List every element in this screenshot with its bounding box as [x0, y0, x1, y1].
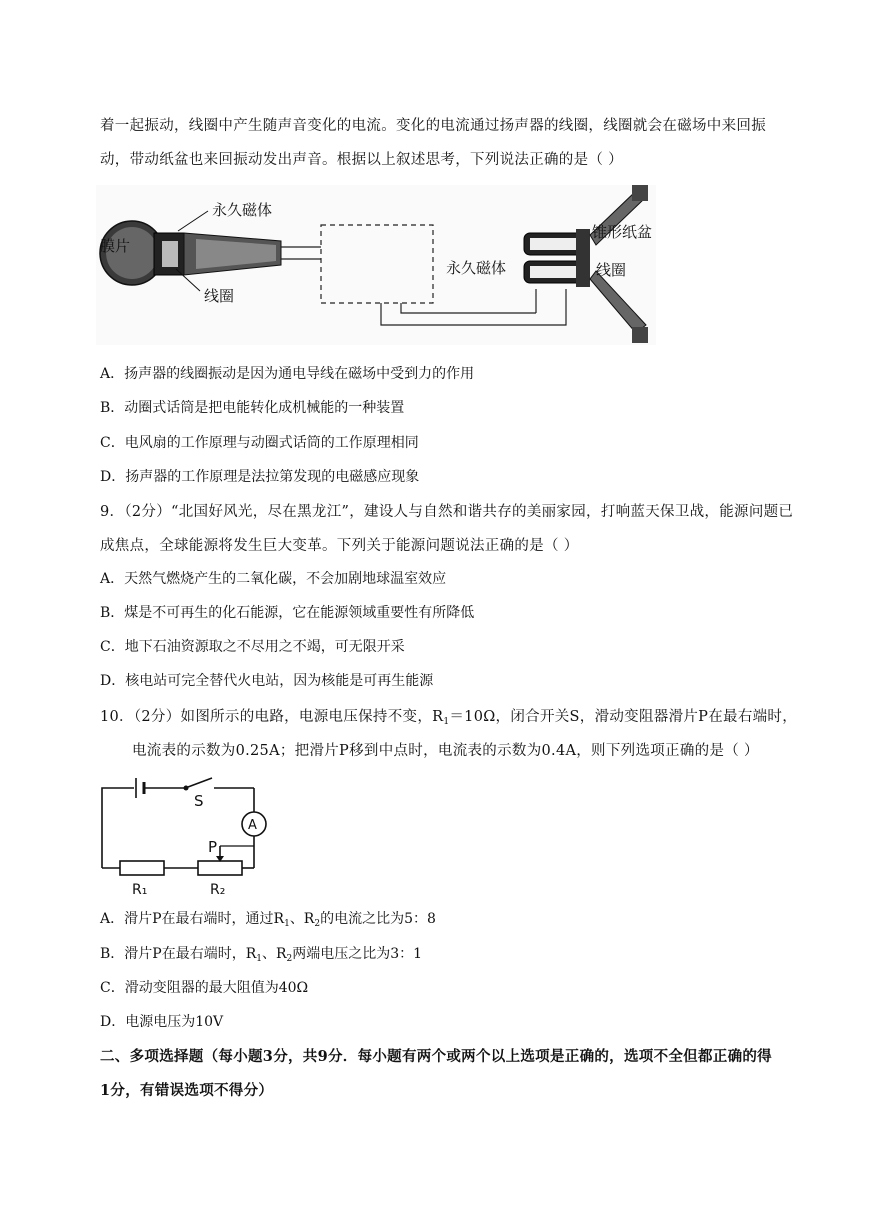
- label-magnet-right: 永久磁体: [446, 259, 507, 277]
- q8-text-line2: 动，带动纸盆也来回振动发出声音。根据以上叙述思考，下列说法正确的是（ ）: [100, 152, 623, 168]
- r1-label: R₁: [132, 882, 148, 898]
- q10-option-a-sub1: 1: [284, 919, 290, 929]
- q9-option-c: C．地下石油资源取之不尽用之不竭，可无限开采: [100, 639, 405, 655]
- q8-option-d: D．扬声器的工作原理是法拉第发现的电磁感应现象: [100, 469, 420, 485]
- q9-option-b: B．煤是不可再生的化石能源，它在能源领域重要性有所降低: [100, 605, 475, 621]
- section2-heading-line1: 二、多项选择题（每小题3分，共9分．每小题有两个或两个以上选项是正确的，选项不全但都正确的得: [100, 1048, 772, 1065]
- q10-text-line1-a: 10．（2分）如图所示的电路，电源电压保持不变，R: [100, 709, 444, 725]
- q10-option-d: D．电源电压为10V: [100, 1014, 224, 1030]
- switch-label: S: [194, 792, 204, 810]
- switch-blade: [188, 778, 212, 787]
- q10-option-b-pre: B．滑片P在最右端时，R: [100, 946, 257, 962]
- label-cone: 锥形纸盆: [592, 223, 653, 241]
- resistor-r2: [198, 861, 242, 875]
- ammeter-label: A: [248, 818, 257, 833]
- label-magnet-left: 永久磁体: [212, 201, 273, 219]
- q10-circuit-figure: [96, 772, 276, 902]
- q10-text-line1-b: ＝10Ω，闭合开关S，滑动变阻器滑片P在最右端时，: [449, 709, 798, 725]
- q10-option-a-mid: 、R: [289, 911, 315, 927]
- slider-label: P: [208, 838, 218, 856]
- q10-option-a-pre: A．滑片P在最右端时，通过R: [100, 911, 285, 927]
- q9-text-line2: 成焦点，全球能源将发生巨大变革。下列关于能源问题说法正确的是（ ）: [100, 538, 579, 554]
- resistor-r1: [120, 861, 164, 875]
- q8-text-line1: 着一起振动，线圈中产生随声音变化的电流。变化的电流通过扬声器的线圈，线圈就会在磁场中来回振: [100, 118, 766, 134]
- q10-option-b-sub2: 2: [286, 954, 293, 964]
- label-coil-left: 线圈: [204, 287, 235, 305]
- q10-text-line2: 电流表的示数为0.25A；把滑片P移到中点时，电流表的示数为0.4A，则下列选项正确的是（ ）: [132, 743, 759, 759]
- label-coil-right: 线圈: [596, 261, 627, 279]
- q10-option-a-sub2: 2: [314, 919, 321, 929]
- q10-option-a-post: 的电流之比为5：8: [320, 911, 436, 927]
- q8-microphone-speaker-figure: [96, 185, 656, 345]
- q10-option-b: [100, 943, 422, 964]
- q10-text-line1: [100, 705, 797, 727]
- q9-option-d: D．核电站可完全替代火电站，因为核能是可再生能源: [100, 673, 434, 689]
- q9-option-a: A．天然气燃烧产生的二氧化碳，不会加剧地球温室效应: [100, 571, 447, 587]
- r2-label: R₂: [210, 882, 226, 898]
- q10-option-a: [100, 908, 436, 929]
- q8-option-c: C．电风扇的工作原理与动圈式话筒的工作原理相同: [100, 435, 419, 451]
- q10-text-line1-sub: 1: [443, 717, 450, 727]
- q10-option-b-post: 两端电压之比为3：1: [292, 946, 423, 962]
- q10-option-c: C．滑动变阻器的最大阻值为40Ω: [100, 980, 309, 996]
- q9-text-line1: 9．（2分）“北国好风光，尽在黑龙江”，建设人与自然和谐共存的美丽家园，打响蓝天保卫战，能源问题已: [100, 504, 794, 520]
- label-diaphragm: 膜片: [100, 237, 131, 255]
- q10-option-b-mid: 、R: [261, 946, 287, 962]
- q8-option-a: A．扬声器的线圈振动是因为通电导线在磁场中受到力的作用: [100, 366, 475, 382]
- q8-option-b: B．动圈式话筒是把电能转化成机械能的一种装置: [100, 400, 405, 416]
- q10-option-b-sub1: 1: [256, 954, 262, 964]
- section2-heading-line2: 1分，有错误选项不得分）: [100, 1082, 274, 1099]
